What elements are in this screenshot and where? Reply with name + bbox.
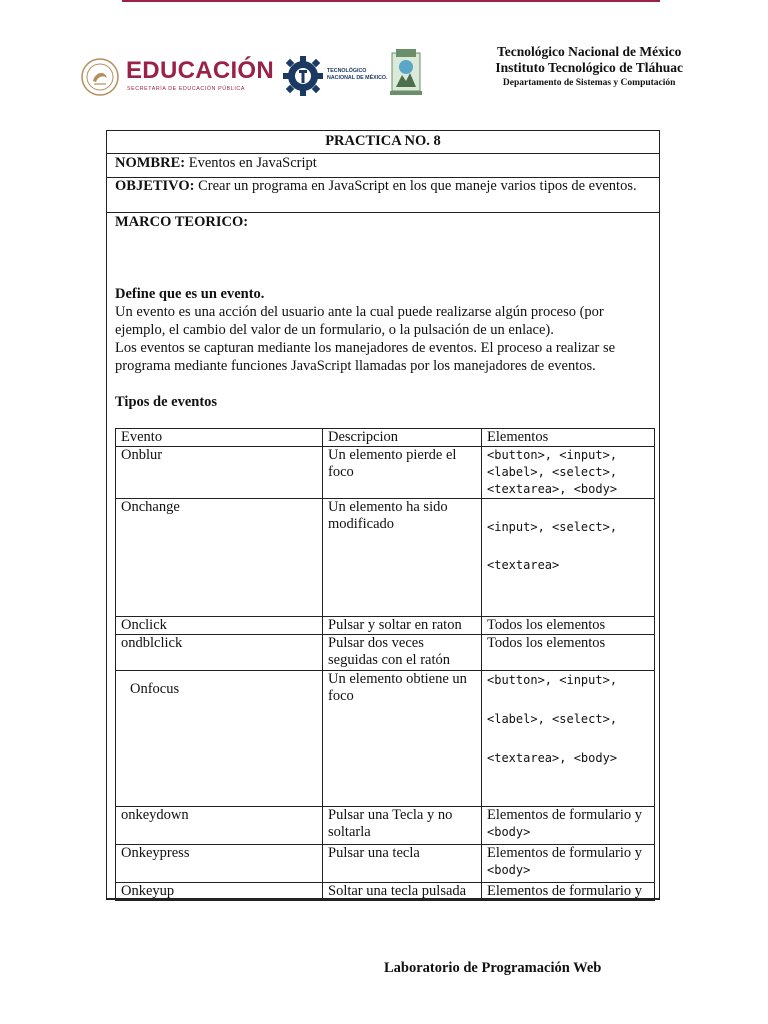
department-name: Departamento de Sistemas y Computación: [502, 78, 676, 88]
institution-name-1: Tecnológico Nacional de México: [496, 44, 682, 59]
table-header-row: [116, 429, 655, 447]
cell-elementos: [482, 499, 655, 617]
elementos-text: Elementos de formulario y: [487, 845, 643, 861]
cell-elementos: Todos los elementos: [482, 635, 655, 671]
tecnm-logo: [283, 54, 388, 98]
table-row: [116, 807, 655, 845]
objetivo-row: [107, 177, 659, 213]
cell-descripcion: Soltar una tecla pulsada: [323, 883, 482, 901]
cell-descripcion: Pulsar dos veces seguidas con el ratón: [323, 635, 482, 671]
cell-descripcion: Un elemento ha sido modificado: [323, 499, 482, 617]
elementos-text: Elementos de formulario y: [487, 807, 643, 823]
column-header-descripcion: Descripcion: [323, 429, 482, 447]
define-heading: Define que es un evento.: [115, 286, 265, 302]
cell-evento: Onblur: [116, 447, 323, 499]
mexican-seal-icon: [80, 56, 120, 98]
cell-descripcion: Un elemento pierde el foco: [323, 447, 482, 499]
cell-evento: Onchange: [116, 499, 323, 617]
cell-evento: ondblclick: [116, 635, 323, 671]
define-paragraph-2: Los eventos se capturan mediante los manejadores de eventos. El proceso a realizar se programa mediante funciones JavaScript llamadas por los manejadores de eventos.: [115, 340, 616, 374]
nombre-value: Eventos en JavaScript: [185, 155, 317, 171]
elementos-code: <button>, <input>, <label>, <select>, <textarea>, <body>: [487, 673, 618, 765]
objetivo-label: OBJETIVO:: [115, 178, 195, 194]
define-paragraph-1: Un evento es una acción del usuario ante la cual puede realizarse algún proceso (por ejemplo, el cambio del valor de un formulario, o la pulsación de un enlace).: [115, 304, 604, 338]
cell-evento: onkeydown: [116, 807, 323, 845]
tecnm-text: [327, 68, 388, 82]
cell-elementos: [482, 447, 655, 499]
nombre-row: [107, 153, 659, 178]
cell-descripcion: Pulsar una Tecla y no soltarla: [323, 807, 482, 845]
tecnm-text-line2: NACIONAL DE MÉXICO.: [327, 75, 388, 81]
cell-elementos: Elementos de formulario y: [482, 883, 655, 901]
cell-descripcion: Pulsar y soltar en raton: [323, 617, 482, 635]
cell-elementos: [482, 845, 655, 883]
top-rule: [122, 0, 660, 2]
elementos-code: <body>: [487, 863, 531, 877]
institution-header: [495, 44, 683, 90]
elementos-code: <input>, <select>, <textarea>: [487, 520, 618, 572]
tipos-heading: Tipos de eventos: [115, 394, 218, 410]
column-header-evento: Evento: [116, 429, 323, 447]
column-header-elementos: Elementos: [482, 429, 655, 447]
table-row: [116, 883, 655, 901]
tecnm-gear-icon: [283, 54, 323, 98]
itt-tlahuac-logo-icon: [388, 47, 424, 97]
cell-evento: Onkeyup: [116, 883, 323, 901]
marco-teorico-heading: MARCO TEORICO:: [115, 214, 249, 230]
cell-elementos: [482, 671, 655, 807]
table-row: [116, 447, 655, 499]
educacion-logo: [80, 54, 280, 100]
objetivo-value: Crear un programa en JavaScript en los que maneje varios tipos de eventos.: [194, 178, 637, 194]
table-row: [116, 635, 655, 671]
elementos-code: <button>, <input>, <label>, <select>, <textarea>, <body>: [487, 448, 618, 496]
table-row: [116, 671, 655, 807]
cell-elementos: [482, 807, 655, 845]
cell-descripcion: Un elemento obtiene un foco: [323, 671, 482, 807]
define-body: [115, 303, 653, 375]
events-table: [115, 428, 655, 901]
footer-lab-name: Laboratorio de Programación Web: [384, 960, 602, 976]
cell-evento: Onclick: [116, 617, 323, 635]
institution-name-2: Instituto Tecnológico de Tláhuac: [495, 60, 683, 75]
cell-descripcion: Pulsar una tecla: [323, 845, 482, 883]
sep-subtitle: SECRETARÍA DE EDUCACIÓN PÚBLICA: [127, 86, 245, 92]
cell-evento: Onkeypress: [116, 845, 323, 883]
table-row: [116, 845, 655, 883]
cell-evento: Onfocus: [116, 671, 323, 807]
tecnm-text-line1: TECNOLÓGICO: [327, 68, 367, 74]
educacion-wordmark: EDUCACIÓN: [126, 57, 275, 84]
elementos-code: <body>: [487, 825, 531, 839]
cell-elementos: Todos los elementos: [482, 617, 655, 635]
practice-title: PRACTICA NO. 8: [107, 131, 659, 154]
nombre-label: NOMBRE:: [115, 155, 186, 171]
table-row: [116, 617, 655, 635]
practice-box: [106, 130, 660, 900]
table-row: [116, 499, 655, 617]
